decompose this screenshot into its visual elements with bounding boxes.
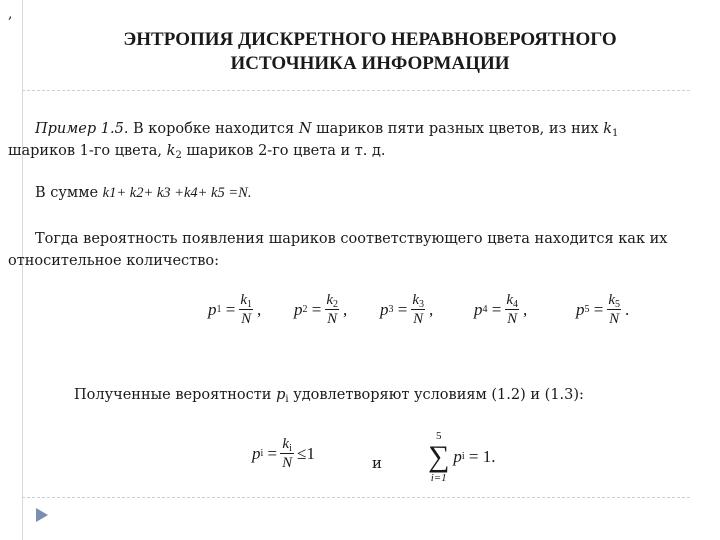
var-k1: k bbox=[603, 121, 612, 137]
var-k2: k bbox=[166, 143, 176, 159]
condition-1-num: k bbox=[282, 436, 290, 452]
bottom-divider bbox=[22, 497, 690, 498]
formula-p2: p 2 = $\frac{k_2}{N}$ , bbox=[294, 292, 348, 327]
example-text-b: шариков пяти разных цветов, из них bbox=[311, 121, 604, 137]
title-line-1: ЭНТРОПИЯ ДИСКРЕТНОГО НЕРАВНОВЕРОЯТНОГО bbox=[123, 29, 617, 50]
probability-paragraph bbox=[8, 228, 714, 272]
var-pi: p bbox=[276, 387, 286, 403]
formula-p5: p 5 = $\frac{k_5}{N}$ . bbox=[576, 292, 630, 327]
formula-p3-tail: , bbox=[429, 300, 434, 319]
formula-p5-lhs: p bbox=[576, 300, 585, 319]
title-line-2: ИСТОЧНИКА ИНФОРМАЦИИ bbox=[230, 53, 510, 74]
sum-upper-limit: 5 bbox=[435, 430, 442, 442]
condition-1-rel: ≤1 bbox=[297, 444, 315, 463]
formula-p5-num-sub: 5 bbox=[615, 299, 621, 310]
formula-p3-num: k bbox=[412, 292, 420, 308]
var-n: N bbox=[298, 121, 312, 137]
sum-expression: k1+ k2+ k3 +k4+ k5 =N. bbox=[102, 185, 252, 201]
formula-p1-tail: , bbox=[257, 300, 262, 319]
formula-p2-lhs: p bbox=[294, 300, 303, 319]
formula-p3-num-sub: 3 bbox=[419, 299, 425, 310]
sub-1: 1 bbox=[611, 128, 619, 139]
sub-i: i bbox=[285, 394, 289, 405]
formula-p5-num: k bbox=[608, 292, 616, 308]
sub-2: 2 bbox=[175, 150, 182, 161]
formula-p4-den: N bbox=[507, 311, 518, 327]
slide-title bbox=[40, 28, 700, 76]
condition-2-term: p bbox=[453, 447, 462, 466]
formula-p1-fraction bbox=[238, 292, 254, 328]
formula-p4: p 4 = $\frac{k_4}{N}$ , bbox=[474, 292, 528, 327]
condition-1-den: N bbox=[282, 455, 293, 471]
formula-p2-num: k bbox=[326, 292, 334, 308]
corner-mark: , bbox=[8, 6, 13, 22]
formula-p3-den: N bbox=[413, 311, 424, 327]
sum-paragraph bbox=[8, 182, 714, 204]
formula-p5-tail: . bbox=[625, 300, 630, 319]
formula-p3-fraction bbox=[410, 292, 426, 328]
formula-p2-fraction bbox=[324, 292, 340, 328]
sum-lower-limit: i=1 bbox=[430, 472, 447, 484]
probability-line-1: Тогда вероятность появления шариков соответствующего цвета находится как их bbox=[35, 231, 668, 247]
conditions-text-b: удовлетворяют условиям (1.2) и (1.3): bbox=[288, 387, 584, 403]
example-text-a: В коробке находится bbox=[128, 121, 299, 137]
conditions-paragraph bbox=[74, 384, 694, 406]
formula-p3: p 3 = $\frac{k_3}{N}$ , bbox=[380, 292, 434, 327]
title-divider bbox=[22, 90, 690, 91]
formula-p4-fraction bbox=[504, 292, 520, 328]
formula-p4-lhs: p bbox=[474, 300, 483, 319]
formula-p5-den: N bbox=[609, 311, 620, 327]
summation bbox=[428, 430, 449, 484]
sum-lead: В сумме bbox=[35, 185, 103, 201]
formula-p1-den: N bbox=[241, 311, 252, 327]
formula-p1-lhs: p bbox=[208, 300, 217, 319]
condition-1-eq: = bbox=[267, 444, 278, 463]
conjunction: и bbox=[372, 454, 382, 472]
formula-p1: p 1 = $\frac{k_1}{N}$ , bbox=[208, 292, 262, 327]
sigma-symbol: ∑ bbox=[428, 440, 450, 473]
example-text-c: шариков 1-го цвета, bbox=[8, 143, 167, 159]
condition-2-rhs: = 1. bbox=[468, 447, 496, 466]
formula-p2-num-sub: 2 bbox=[333, 299, 339, 310]
example-paragraph bbox=[8, 118, 714, 162]
formula-p2-den: N bbox=[327, 311, 338, 327]
example-label: Пример 1.5. bbox=[35, 121, 129, 137]
condition-1-lhs: p bbox=[252, 444, 261, 463]
formula-p5-fraction bbox=[606, 292, 622, 328]
condition-1-fraction bbox=[280, 436, 294, 472]
formula-p2-tail: , bbox=[343, 300, 348, 319]
probability-line-2: относительное количество: bbox=[8, 253, 219, 269]
formula-p4-tail: , bbox=[523, 300, 528, 319]
example-text-d: шариков 2-го цвета и т. д. bbox=[181, 143, 386, 159]
formula-p1-num: k bbox=[240, 292, 248, 308]
conditions-text-a: Полученные вероятности bbox=[74, 387, 277, 403]
condition-2-formula: 5 ∑ i=1 p i = 1. bbox=[428, 430, 496, 484]
condition-1-formula: p i = $\frac{k_i}{N}$ ≤1 bbox=[252, 436, 315, 471]
condition-1-num-sub: i bbox=[289, 443, 292, 454]
formula-p4-num-sub: 4 bbox=[513, 299, 519, 310]
formula-p1-num-sub: 1 bbox=[247, 299, 253, 310]
formula-p3-lhs: p bbox=[380, 300, 389, 319]
formula-p4-num: k bbox=[506, 292, 514, 308]
next-slide-arrow-icon[interactable] bbox=[36, 508, 48, 522]
